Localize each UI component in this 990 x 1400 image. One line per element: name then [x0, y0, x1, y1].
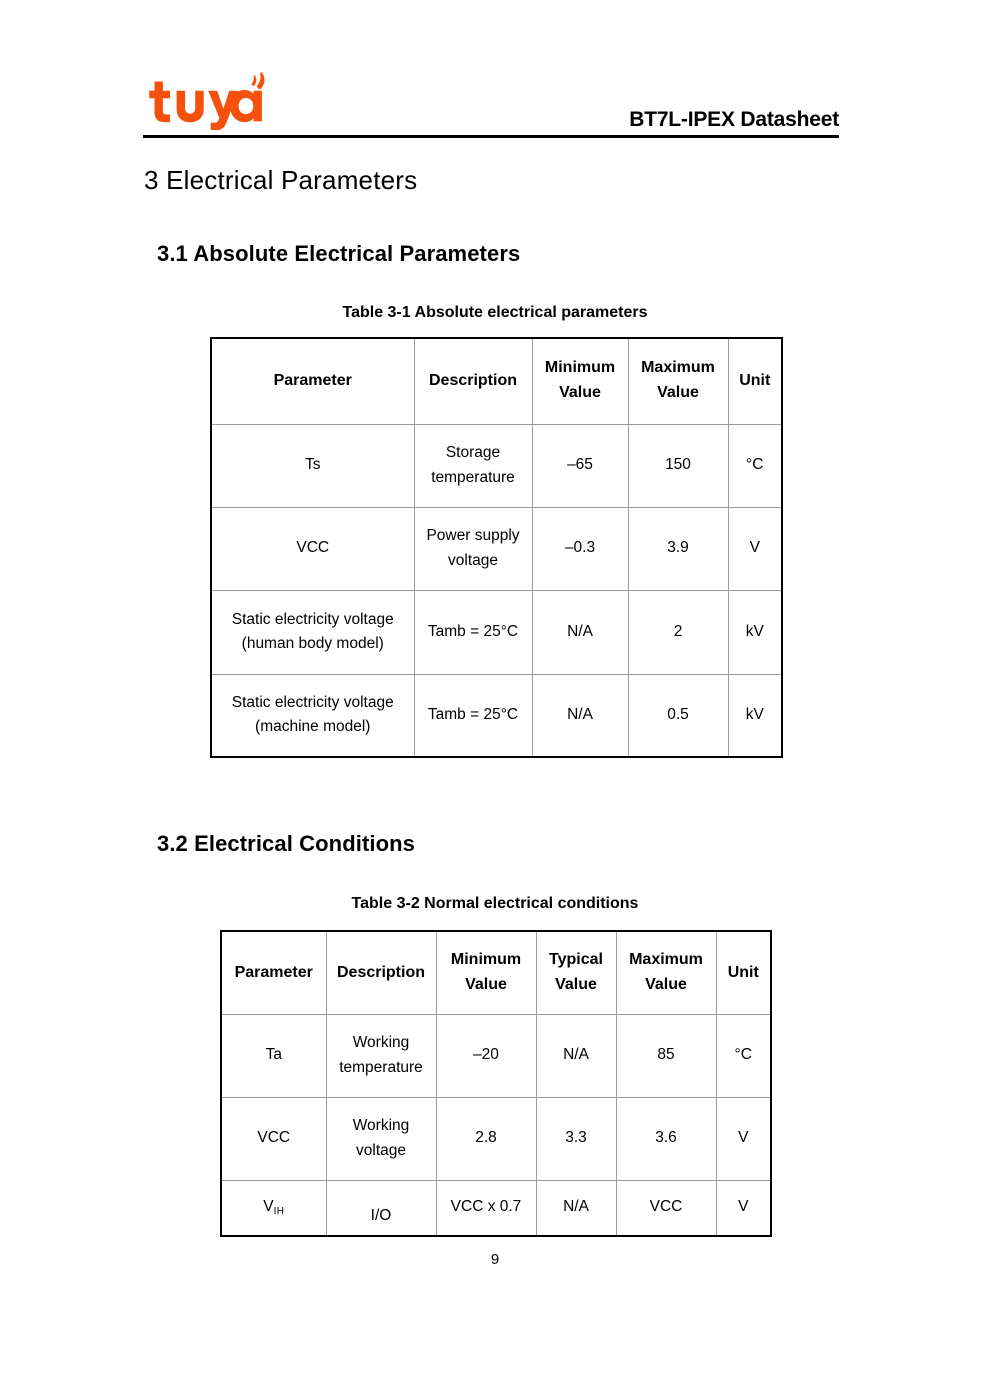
- cell-typical: N/A: [536, 1014, 616, 1097]
- page-number: 9: [490, 1251, 500, 1268]
- table-header-row: [221, 931, 771, 1014]
- cell-description: [414, 424, 532, 507]
- cell-parameter: [211, 674, 414, 757]
- cell-parameter-line2: (human body model): [241, 635, 384, 652]
- cell-minimum: –65: [532, 424, 628, 507]
- cell-minimum: 2.8: [436, 1097, 536, 1180]
- cell-description-line1: Storage: [445, 444, 501, 462]
- col-header-description: Description: [414, 338, 532, 424]
- cell-description-text: I/O: [370, 1207, 392, 1225]
- col-header-unit: Unit: [716, 931, 771, 1014]
- cell-maximum: 0.5: [628, 674, 728, 757]
- cell-description: Tamb = 25°C: [414, 590, 532, 674]
- chapter-heading: 3 Electrical Parameters: [144, 165, 418, 195]
- cell-description: [326, 1180, 436, 1236]
- cell-parameter-line1: Static electricity voltage: [231, 694, 394, 712]
- col-header-minimum-value: [532, 338, 628, 424]
- table-absolute-electrical-parameters: [210, 337, 783, 758]
- cell-description-line2: voltage: [356, 1141, 406, 1159]
- cell-maximum: 150: [628, 424, 728, 507]
- cell-minimum: VCC x 0.7: [436, 1180, 536, 1236]
- cell-typical: 3.3: [536, 1097, 616, 1180]
- cell-maximum: 85: [616, 1014, 716, 1097]
- cell-maximum: 3.9: [628, 507, 728, 590]
- cell-parameter-base: V: [263, 1198, 274, 1216]
- cell-parameter-line2: (machine model): [255, 718, 371, 736]
- col-header-typical-line2: Value: [555, 975, 597, 993]
- col-header-minimum-line2: Value: [559, 384, 601, 402]
- cell-parameter: Ta: [221, 1014, 326, 1097]
- cell-description-line2: temperature: [431, 468, 515, 486]
- col-header-unit: Unit: [728, 338, 782, 424]
- col-header-parameter: Parameter: [211, 338, 414, 424]
- cell-description: [414, 507, 532, 590]
- cell-maximum: 2: [628, 590, 728, 674]
- col-header-maximum-line2: Value: [657, 384, 699, 402]
- cell-parameter: VCC: [211, 507, 414, 590]
- table-row: [211, 590, 782, 674]
- col-header-minimum-line2: Value: [465, 975, 507, 993]
- col-header-maximum-line2: Value: [645, 975, 687, 993]
- tuya-logo: [148, 72, 268, 130]
- cell-minimum: –20: [436, 1014, 536, 1097]
- col-header-maximum-value: [628, 338, 728, 424]
- cell-parameter-line1: Static electricity voltage: [231, 610, 394, 628]
- cell-parameter: [221, 1180, 326, 1236]
- col-header-typical-line1: Typical: [549, 950, 603, 968]
- cell-unit: kV: [728, 590, 782, 674]
- col-header-maximum-line1: Maximum: [629, 950, 703, 968]
- cell-description: [326, 1097, 436, 1180]
- cell-description-line1: Working: [352, 1034, 410, 1052]
- table-3-1-caption: Table 3-1 Absolute electrical parameters: [342, 304, 648, 321]
- table-row: [221, 1097, 771, 1180]
- table-row: [211, 674, 782, 757]
- table-row: [221, 1014, 771, 1097]
- cell-unit: V: [716, 1097, 771, 1180]
- table-header-row: [211, 338, 782, 424]
- cell-unit: V: [716, 1180, 771, 1236]
- cell-maximum: 3.6: [616, 1097, 716, 1180]
- cell-description-line1: Power supply: [426, 527, 520, 545]
- col-header-minimum-value: [436, 931, 536, 1014]
- document-title: BT7L-IPEX Datasheet: [629, 108, 839, 131]
- cell-maximum: VCC: [616, 1180, 716, 1236]
- col-header-maximum-line1: Maximum: [641, 359, 715, 377]
- cell-unit: °C: [728, 424, 782, 507]
- table-normal-electrical-conditions: [220, 930, 772, 1237]
- cell-minimum: –0.3: [532, 507, 628, 590]
- cell-minimum: N/A: [532, 590, 628, 674]
- section-heading-3-2: 3.2 Electrical Conditions: [157, 831, 416, 856]
- table-3-2-caption: Table 3-2 Normal electrical conditions: [351, 895, 639, 912]
- col-header-minimum-line1: Minimum: [450, 950, 522, 968]
- cell-description-line2: voltage: [448, 551, 498, 569]
- cell-description: Tamb = 25°C: [414, 674, 532, 757]
- col-header-typical-value: [536, 931, 616, 1014]
- table-row: [211, 424, 782, 507]
- cell-description: [326, 1014, 436, 1097]
- section-heading-3-1: 3.1 Absolute Electrical Parameters: [157, 241, 521, 266]
- cell-parameter: VCC: [221, 1097, 326, 1180]
- col-header-minimum-line1: Minimum: [544, 359, 616, 377]
- col-header-description: Description: [326, 931, 436, 1014]
- cell-unit: V: [728, 507, 782, 590]
- col-header-parameter: Parameter: [221, 931, 326, 1014]
- table-row: [211, 507, 782, 590]
- cell-parameter-subscript: IH: [273, 1206, 285, 1218]
- page-header: [143, 68, 839, 138]
- cell-minimum: N/A: [532, 674, 628, 757]
- cell-parameter: [211, 590, 414, 674]
- cell-unit: kV: [728, 674, 782, 757]
- cell-typical: N/A: [536, 1180, 616, 1236]
- col-header-maximum-value: [616, 931, 716, 1014]
- cell-description-line1: Working: [352, 1117, 410, 1135]
- cell-parameter: Ts: [211, 424, 414, 507]
- cell-description-line2: temperature: [339, 1058, 423, 1076]
- cell-unit: °C: [716, 1014, 771, 1097]
- table-row: [221, 1180, 771, 1236]
